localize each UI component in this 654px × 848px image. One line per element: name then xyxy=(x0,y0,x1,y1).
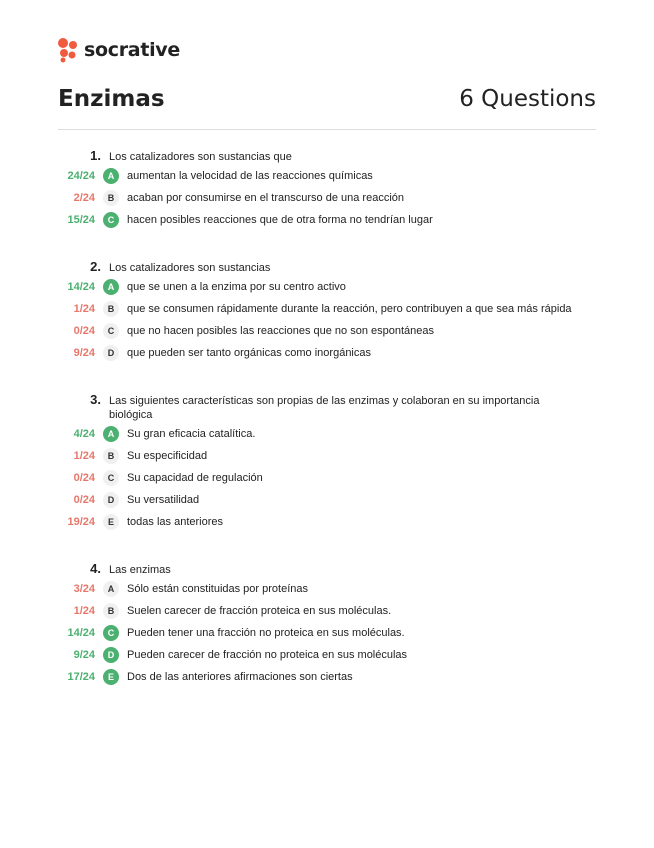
socrative-logo-icon xyxy=(57,37,79,63)
answer-text: hacen posibles reacciones que de otra forma no tendrían lugar xyxy=(127,214,433,226)
correct-answer-badge: E xyxy=(103,669,119,685)
answer-score: 17/24 xyxy=(67,671,95,683)
answer-option xyxy=(0,187,654,209)
answer-option xyxy=(0,467,654,489)
answer-letter-badge: A xyxy=(103,581,119,597)
answer-option xyxy=(0,578,654,600)
question-block xyxy=(0,392,654,533)
answer-score: 14/24 xyxy=(67,281,95,293)
answer-text: Pueden tener una fracción no proteica en sus moléculas. xyxy=(127,627,405,639)
question-header xyxy=(0,561,654,576)
answer-option xyxy=(0,165,654,187)
question-text: Los catalizadores son sustancias que xyxy=(109,151,292,163)
answer-text: Su versatilidad xyxy=(127,494,200,506)
answer-score: 0/24 xyxy=(73,494,95,506)
answer-option xyxy=(0,298,654,320)
header-divider xyxy=(58,129,596,130)
answer-letter-badge: C xyxy=(103,470,119,486)
correct-answer-badge: C xyxy=(103,212,119,228)
answer-text: Sólo están constituidas por proteínas xyxy=(127,583,309,595)
answer-score: 1/24 xyxy=(73,450,95,462)
answer-score: 15/24 xyxy=(67,214,95,226)
answer-score: 9/24 xyxy=(73,649,95,661)
correct-answer-badge: C xyxy=(103,625,119,641)
answer-text: todas las anteriores xyxy=(127,516,223,528)
answer-option xyxy=(0,511,654,533)
answer-score: 0/24 xyxy=(73,325,95,337)
answer-score: 1/24 xyxy=(73,605,95,617)
answer-score: 4/24 xyxy=(73,428,95,440)
answer-option xyxy=(0,445,654,467)
answer-letter-badge: B xyxy=(103,190,119,206)
socrative-logo xyxy=(57,37,180,63)
answer-option xyxy=(0,320,654,342)
question-text: Las enzimas xyxy=(109,564,171,576)
answer-text: Su gran eficacia catalítica. xyxy=(127,428,256,440)
answer-score: 3/24 xyxy=(73,583,95,595)
answer-text: que no hacen posibles las reacciones que no son espontáneas xyxy=(127,325,435,337)
answer-option xyxy=(0,489,654,511)
answer-score: 9/24 xyxy=(73,347,95,359)
answer-score: 0/24 xyxy=(73,472,95,484)
answer-option xyxy=(0,209,654,231)
answer-score: 2/24 xyxy=(73,192,95,204)
brand-name: socrative xyxy=(84,39,180,61)
answer-text: Su especificidad xyxy=(127,450,208,462)
answer-letter-badge: D xyxy=(103,345,119,361)
question-number: 4. xyxy=(90,561,101,576)
answer-text: acaban por consumirse en el transcurso de una reacción xyxy=(127,192,404,204)
question-block xyxy=(0,259,654,364)
answer-letter-badge: E xyxy=(103,514,119,530)
question-text: Las siguientes características son propias de las enzimas y colaboran en su importancia biológica xyxy=(109,395,540,421)
answer-letter-badge: D xyxy=(103,492,119,508)
answer-text: que se unen a la enzima por su centro activo xyxy=(127,281,346,293)
quiz-title: Enzimas xyxy=(58,86,165,112)
answer-letter-badge: C xyxy=(103,323,119,339)
question-count: 6 Questions xyxy=(459,86,596,112)
answer-text: que se consumen rápidamente durante la reacción, pero contribuyen a que sea más rápida xyxy=(127,303,572,315)
answer-text: Dos de las anteriores afirmaciones son ciertas xyxy=(127,671,353,683)
answer-option xyxy=(0,423,654,445)
question-number: 2. xyxy=(90,259,101,274)
answer-text: que pueden ser tanto orgánicas como inorgánicas xyxy=(127,347,371,359)
question-number: 1. xyxy=(90,148,101,163)
question-number: 3. xyxy=(90,392,101,407)
answer-option xyxy=(0,622,654,644)
answer-option xyxy=(0,644,654,666)
answer-letter-badge: B xyxy=(103,301,119,317)
answer-option xyxy=(0,666,654,688)
question-header xyxy=(0,259,654,274)
answer-text: Suelen carecer de fracción proteica en sus moléculas. xyxy=(127,605,392,617)
answer-text: aumentan la velocidad de las reacciones químicas xyxy=(127,170,373,182)
correct-answer-badge: A xyxy=(103,426,119,442)
answer-option xyxy=(0,276,654,298)
answer-score: 24/24 xyxy=(67,170,95,182)
question-header xyxy=(0,148,654,163)
answer-option xyxy=(0,342,654,364)
answer-letter-badge: B xyxy=(103,603,119,619)
correct-answer-badge: A xyxy=(103,279,119,295)
correct-answer-badge: D xyxy=(103,647,119,663)
question-block xyxy=(0,148,654,231)
answer-text: Pueden carecer de fracción no proteica en sus moléculas xyxy=(127,649,408,661)
answer-letter-badge: B xyxy=(103,448,119,464)
answer-score: 14/24 xyxy=(67,627,95,639)
question-text: Los catalizadores son sustancias xyxy=(109,262,271,274)
question-block xyxy=(0,561,654,688)
correct-answer-badge: A xyxy=(103,168,119,184)
answer-score: 1/24 xyxy=(73,303,95,315)
question-header xyxy=(0,392,654,421)
answer-option xyxy=(0,600,654,622)
answer-score: 19/24 xyxy=(67,516,95,528)
answer-text: Su capacidad de regulación xyxy=(127,472,263,484)
